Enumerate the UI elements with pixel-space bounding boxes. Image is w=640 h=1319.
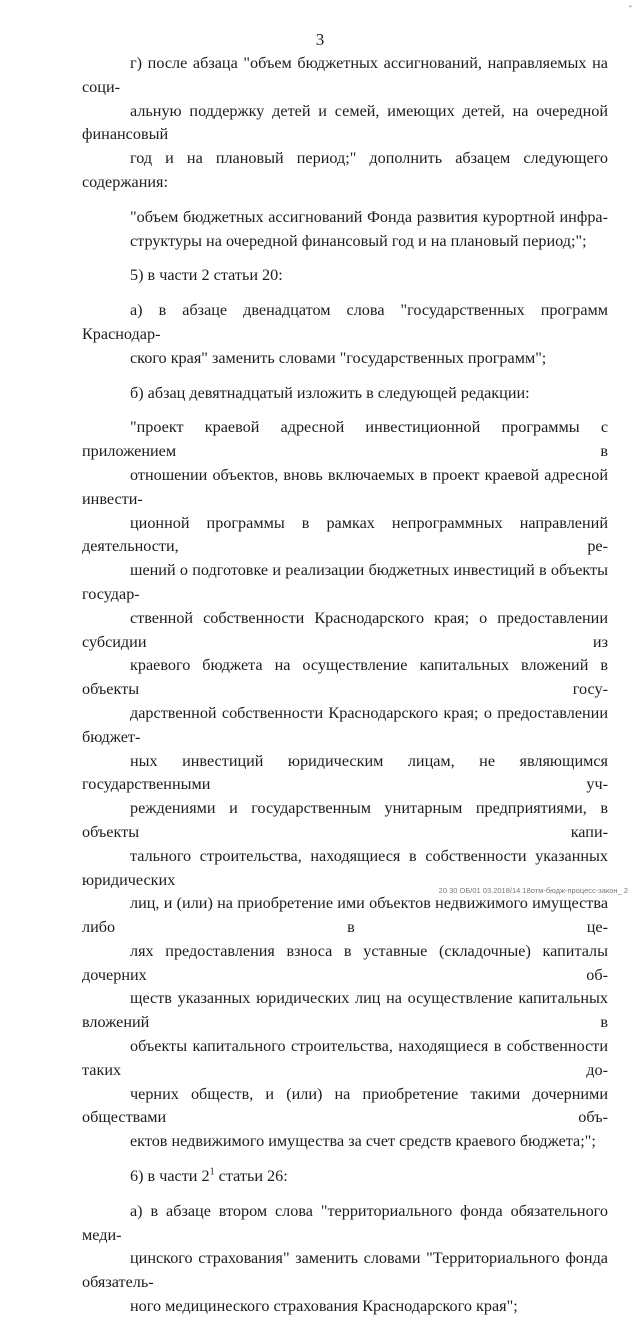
- paragraph-investment-program: [82, 416, 608, 1154]
- text-line: лиц, и (или) на приобретение ими объектов недвижимого имущества либо в це-: [82, 894, 608, 937]
- text-line: альную поддержку детей и семей, имеющих детей, на очередной финансовый: [82, 101, 608, 144]
- text-line: а) в абзаце двенадцатом слова "государственных программ Краснодар-: [82, 301, 608, 343]
- page-number: 3: [315, 30, 325, 49]
- text-line: краевого бюджета на осуществление капитальных вложений в объекты госу-: [82, 656, 608, 699]
- text-line: объекты капитального строительства, находящиеся в собственности таких до-: [82, 1037, 608, 1079]
- paragraph-item-5: [82, 264, 608, 288]
- text-line: г) после абзаца "объем бюджетных ассигнований, направляемых на соци-: [82, 54, 608, 96]
- item-6-text-tail: статьи 26:: [214, 1167, 288, 1186]
- text-line: ного медицинеского страхования Краснодарского края";: [130, 1297, 518, 1316]
- text-line: шений о подготовке и реализации бюджетных инвестиций в объекты государ-: [82, 561, 608, 603]
- paragraph-quoted-fund: [82, 206, 608, 254]
- text-line: лях предоставления взноса в уставные (складочные) капиталы дочерних об-: [82, 941, 608, 984]
- text-line: реждениями и государственным унитарным предприятиями, в объекты капи-: [82, 799, 608, 841]
- text-line: "объем бюджетных ассигнований Фонда развития курортной инфра-: [130, 207, 608, 226]
- text-line: ектов недвижимого имущества за счет средств краевого бюджета;";: [130, 1132, 596, 1151]
- document-body: [82, 52, 608, 1319]
- paragraph-item-6: [82, 1165, 608, 1189]
- text-line: ского края" заменить словами "государственных программ";: [130, 348, 547, 367]
- text-line: б) абзац девятнадцатый изложить в следующей редакции:: [130, 383, 530, 402]
- paragraph-g: [82, 52, 608, 195]
- footer-file-reference: 20 30 ОБ/01 03.2018/14 18отм-бюдж-процесс-закон_ 2: [438, 886, 628, 895]
- corner-mark: *: [628, 4, 632, 12]
- text-line: [82, 1165, 608, 1189]
- text-line: а) в абзаце втором слова "территориального фонда обязательного меди-: [82, 1201, 608, 1244]
- text-line: ществ указанных юридических лиц на осуществление капитальных вложений в: [82, 989, 608, 1032]
- superscript: 1: [209, 1166, 215, 1178]
- paragraph-item-6a: [82, 1200, 608, 1319]
- text-line: ственной собственности Краснодарского края; о предоставлении субсидии из: [82, 608, 608, 651]
- text-line: отношении объектов, вновь включаемых в проект краевой адресной инвести-: [82, 465, 608, 508]
- text-line: 5) в части 2 статьи 20:: [130, 266, 283, 285]
- text-line: дарственной собственности Краснодарского края; о предоставлении бюджет-: [82, 703, 608, 746]
- paragraph-item-5a: [82, 299, 608, 370]
- text-line: тального строительства, находящиеся в собственности указанных юридических: [82, 846, 608, 889]
- text-line: ционной программы в рамках непрограммных направлений деятельности, ре-: [82, 513, 608, 556]
- text-line: "проект краевой адресной инвестиционной программы с приложением в: [82, 418, 608, 461]
- text-line: структуры на очередной финансовый год и на плановый период;";: [130, 231, 587, 250]
- text-line: ных инвестиций юридическим лицам, не являющимся государственными уч-: [82, 751, 608, 794]
- paragraph-item-5b: [82, 382, 608, 406]
- text-line: черних обществ, и (или) на приобретение такими дочерними обществами объ-: [82, 1084, 608, 1127]
- item-6-text: 6) в части 2: [130, 1167, 210, 1186]
- text-line: год и на плановый период;" дополнить абзацем следующего содержания:: [82, 149, 608, 191]
- text-line: цинского страхования" заменить словами "Территориального фонда обязатель-: [82, 1249, 608, 1292]
